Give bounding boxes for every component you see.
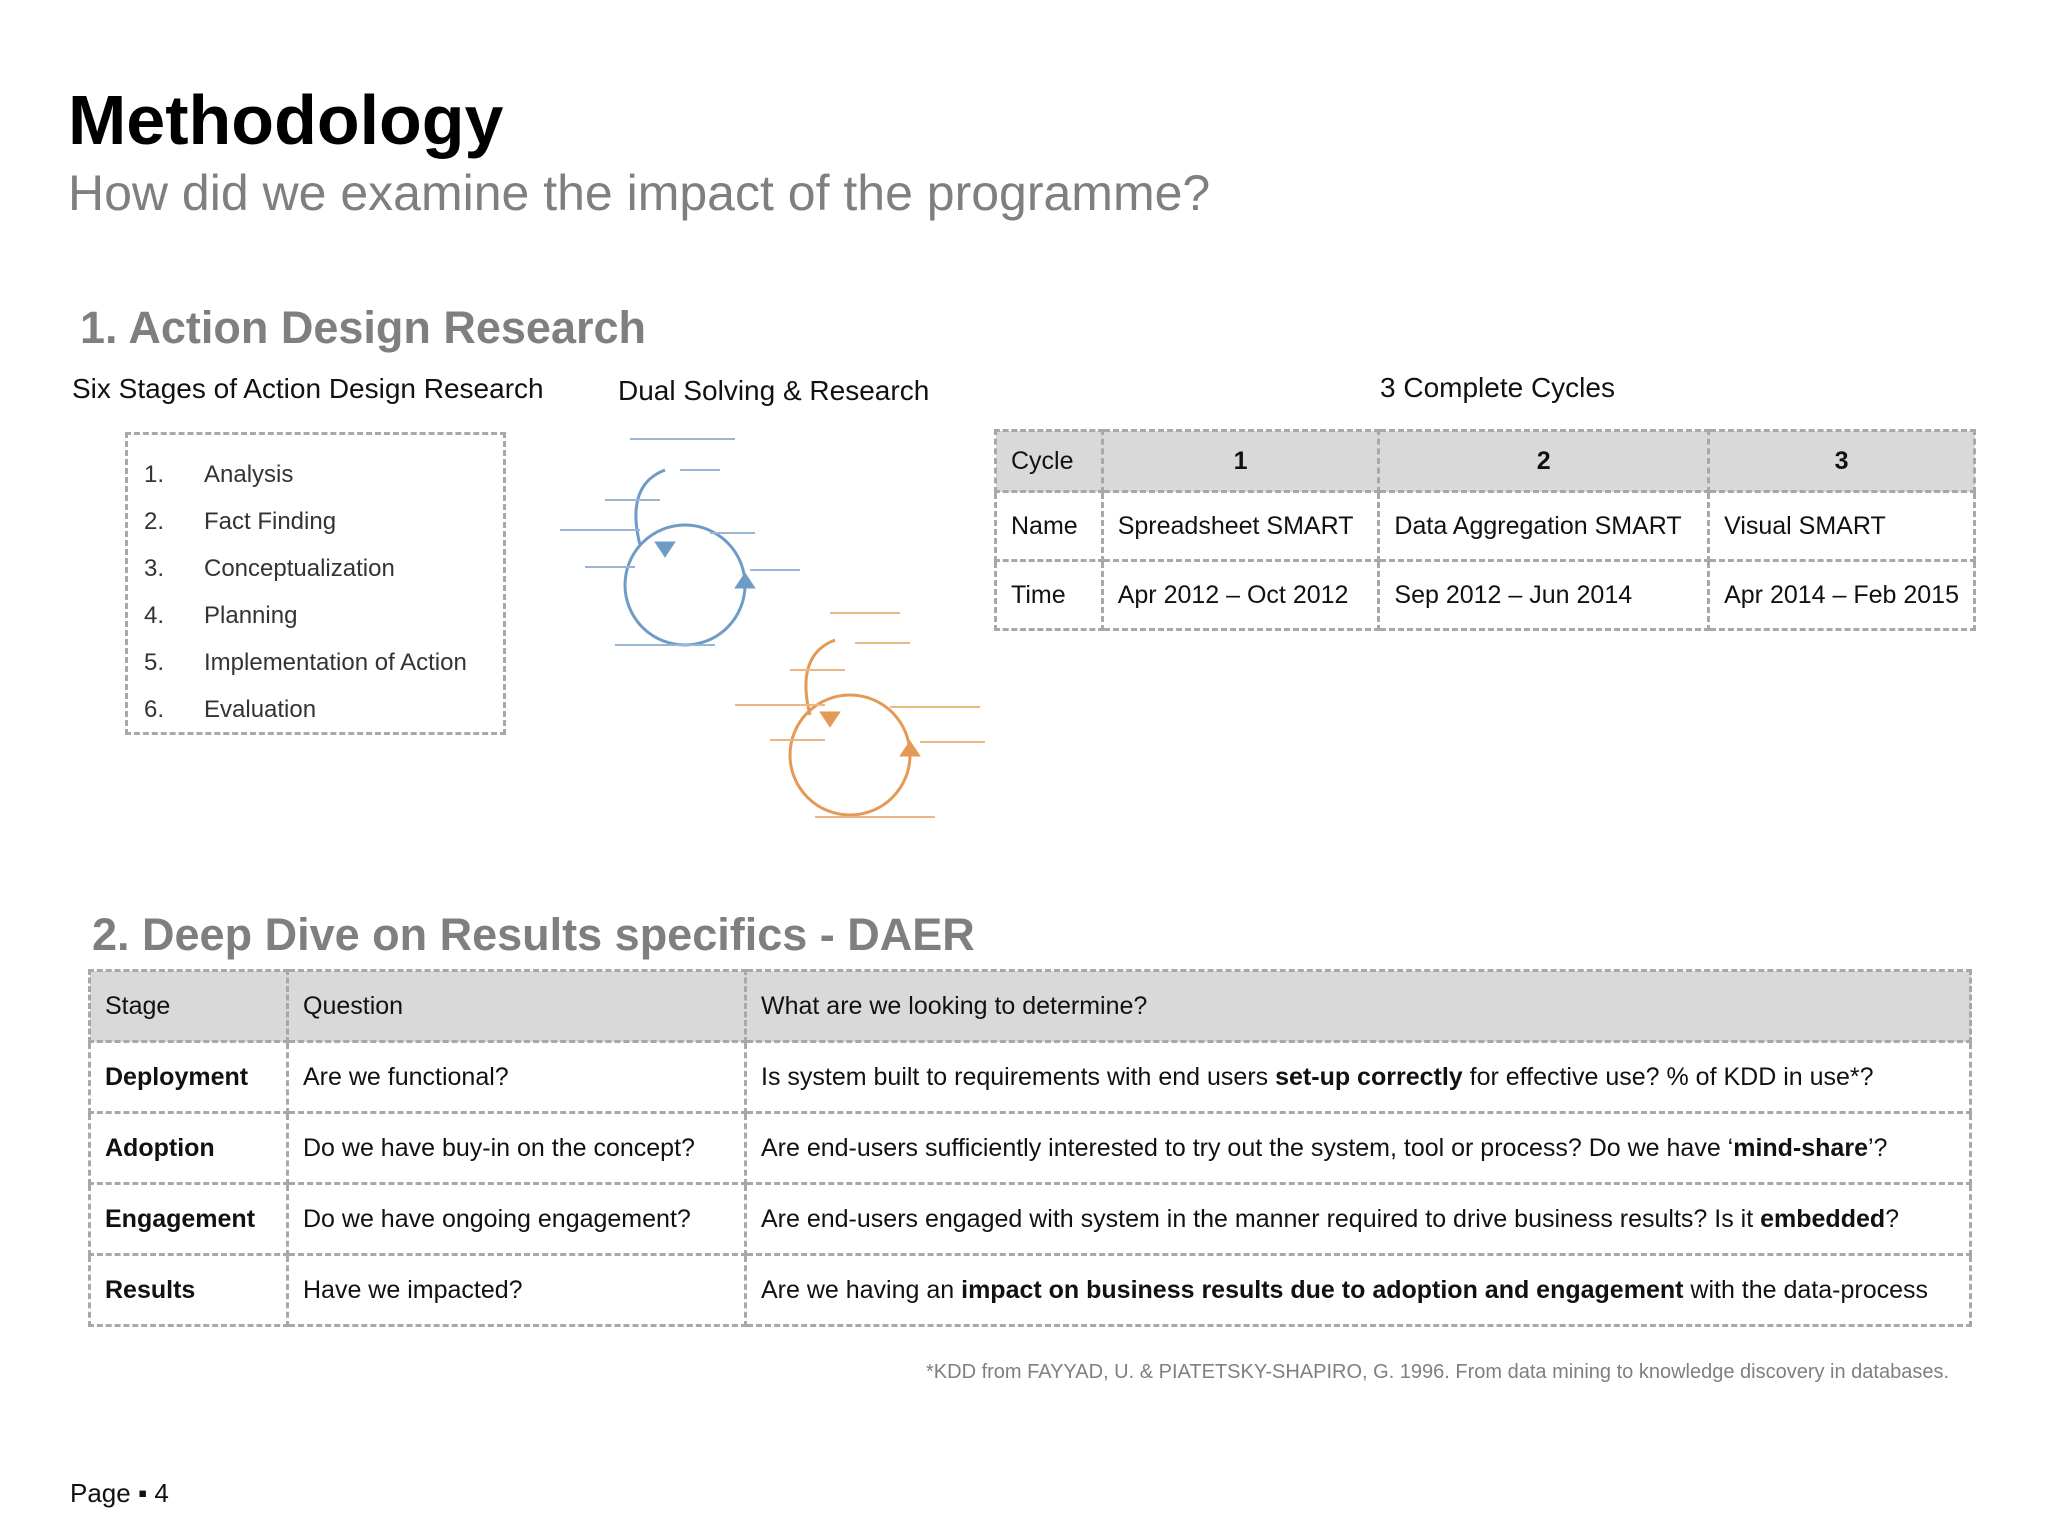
arrow-icon: [657, 543, 673, 555]
header-cell: 3: [1709, 431, 1975, 492]
stage-name: Evaluation: [204, 695, 317, 723]
arrow-icon: [822, 713, 838, 725]
dual-label: Dual Solving & Research: [618, 375, 930, 406]
determine-emphasis: set-up correctly: [1275, 1062, 1463, 1091]
problem-solving-cycle: [625, 470, 753, 645]
stage-number: 2.: [144, 507, 165, 535]
table-cell: Sep 2012 – Jun 2014: [1379, 561, 1709, 630]
stage-name: Fact Finding: [204, 507, 337, 535]
arrow-icon: [737, 575, 753, 587]
table-header-row: [996, 431, 1975, 492]
question-cell: Are we functional?: [288, 1042, 746, 1113]
table-row: [90, 1113, 1971, 1184]
determine-emphasis: mind-share: [1733, 1133, 1868, 1162]
table-cell: Time: [996, 561, 1103, 630]
list-item: [144, 545, 503, 592]
problem-cycle-labels: [560, 439, 800, 645]
cycles-label: 3 Complete Cycles: [1380, 372, 1615, 403]
determine-text: ?: [1885, 1204, 1900, 1233]
table-cell: Visual SMART: [1709, 492, 1975, 561]
stage-cell: Adoption: [90, 1113, 288, 1184]
table-row: [90, 1184, 1971, 1255]
header-cell: 1: [1102, 431, 1379, 492]
stage-number: 6.: [144, 695, 165, 723]
determine-cell: [746, 1255, 1971, 1326]
table-row: [996, 492, 1975, 561]
cycles-table: [994, 429, 1976, 631]
stage-cell: Engagement: [90, 1184, 288, 1255]
determine-emphasis: embedded: [1760, 1204, 1886, 1233]
stage-number: 3.: [144, 554, 165, 582]
footnote: *KDD from FAYYAD, U. & PIATETSKY-SHAPIRO, G. 1996. From data mining to knowledge discovery in databases.: [926, 1361, 1950, 1383]
determine-text: with the data-process: [1683, 1275, 1929, 1304]
header-cell: Question: [288, 971, 746, 1042]
stage-number: 4.: [144, 601, 165, 629]
stage-cell: Deployment: [90, 1042, 288, 1113]
table-row: [996, 561, 1975, 630]
determine-cell: [746, 1184, 1971, 1255]
list-item: [144, 498, 503, 545]
list-item: [144, 639, 503, 686]
determine-emphasis: impact on business results due to adoption and engagement: [961, 1275, 1684, 1304]
table-cell: Spreadsheet SMART: [1102, 492, 1379, 561]
stage-number: 5.: [144, 648, 165, 676]
question-cell: Do we have ongoing engagement?: [288, 1184, 746, 1255]
list-item: [144, 451, 503, 498]
header-cell: Cycle: [996, 431, 1103, 492]
table-cell: Data Aggregation SMART: [1379, 492, 1709, 561]
list-item: [144, 592, 503, 639]
table-cell: Apr 2014 – Feb 2015: [1709, 561, 1975, 630]
research-cycle-labels: [735, 613, 985, 817]
determine-cell: [746, 1113, 1971, 1184]
table-header-row: [90, 971, 1971, 1042]
stage-name: Analysis: [204, 460, 294, 488]
table-cell: Apr 2012 – Oct 2012: [1102, 561, 1379, 630]
stage-cell: Results: [90, 1255, 288, 1326]
page-title: Methodology: [68, 81, 504, 159]
stage-name: Implementation of Action: [204, 648, 467, 676]
header-cell: What are we looking to determine?: [746, 971, 1971, 1042]
determine-text: for effective use? % of KDD in use*?: [1462, 1062, 1874, 1091]
research-cycle: [790, 640, 918, 815]
determine-text: Are we having an: [761, 1275, 962, 1304]
dual-cycle-diagram: [545, 425, 1000, 825]
list-item: [144, 686, 503, 733]
stages-label: Six Stages of Action Design Research: [72, 373, 544, 404]
question-cell: Do we have buy-in on the concept?: [288, 1113, 746, 1184]
arrow-icon: [902, 743, 918, 755]
page-subtitle: How did we examine the impact of the programme?: [68, 165, 1211, 221]
determine-text: Are end-users sufficiently interested to try out the system, tool or process? Do we have ‘: [761, 1133, 1734, 1162]
page-number: Page ▪ 4: [70, 1478, 169, 1508]
table-cell: Name: [996, 492, 1103, 561]
section2-heading: 2. Deep Dive on Results specifics - DAER: [92, 909, 975, 960]
determine-text: Is system built to requirements with end users: [761, 1062, 1276, 1091]
table-row: [90, 1255, 1971, 1326]
header-cell: Stage: [90, 971, 288, 1042]
stage-name: Planning: [204, 601, 298, 629]
determine-text: ’?: [1867, 1133, 1888, 1162]
header-cell: 2: [1379, 431, 1709, 492]
determine-text: Are end-users engaged with system in the manner required to drive business results? Is it: [761, 1204, 1761, 1233]
determine-cell: [746, 1042, 1971, 1113]
section1-heading: 1. Action Design Research: [80, 302, 647, 353]
table-row: [90, 1042, 1971, 1113]
daer-table: [88, 969, 1972, 1327]
stage-number: 1.: [144, 460, 165, 488]
stage-name: Conceptualization: [204, 554, 395, 582]
stages-list: [125, 432, 506, 735]
question-cell: Have we impacted?: [288, 1255, 746, 1326]
